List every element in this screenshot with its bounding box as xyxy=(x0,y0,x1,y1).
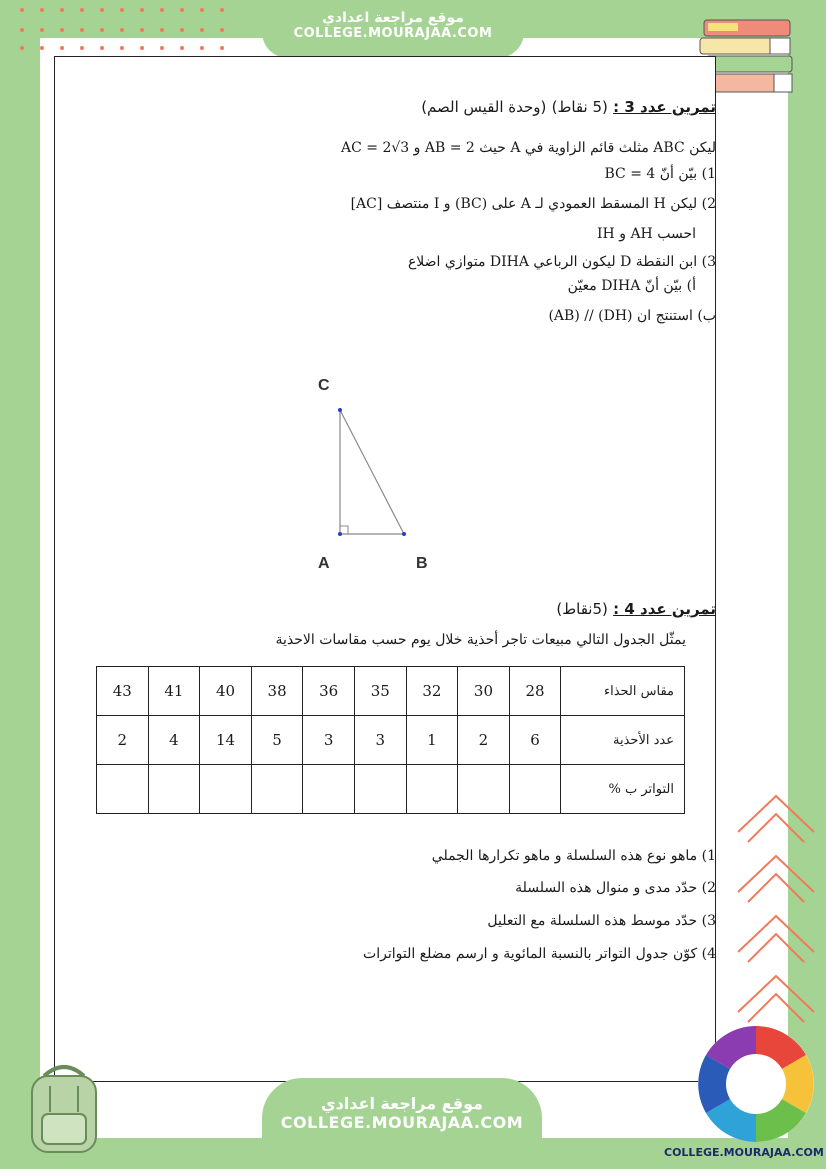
footer-site-url: COLLEGE.MOURAJAA.COM xyxy=(280,1113,524,1132)
exercise3-unit: (وحدة القيس الصم) xyxy=(421,98,547,116)
frequency-cell[interactable] xyxy=(97,765,149,814)
count-cell: 6 xyxy=(509,716,561,765)
size-cell: 38 xyxy=(251,667,303,716)
exercise3-line: أ) بيّن أنّ DIHA معيّن xyxy=(567,278,696,294)
decor-dots xyxy=(20,46,224,50)
size-cell: 28 xyxy=(509,667,561,716)
count-cell: 1 xyxy=(406,716,458,765)
frequency-cell[interactable] xyxy=(406,765,458,814)
count-cell: 2 xyxy=(458,716,510,765)
frequency-cell[interactable] xyxy=(458,765,510,814)
exercise4-question: 2) حدّد مدى و منوال هذه السلسلة xyxy=(515,880,716,896)
exercise4-title: تمرين عدد 4 : xyxy=(613,600,716,618)
frequency-cell[interactable] xyxy=(303,765,355,814)
label-b: B xyxy=(416,555,428,572)
decor-dots xyxy=(20,28,224,32)
label-a: A xyxy=(318,555,330,572)
count-cell: 3 xyxy=(303,716,355,765)
count-cell: 4 xyxy=(148,716,200,765)
frequency-cell[interactable] xyxy=(251,765,303,814)
exercise4-question: 4) كوّن جدول التواتر بالنسبة المائوية و ارسم مضلع التواترات xyxy=(363,946,716,962)
header-banner[interactable] xyxy=(262,6,524,58)
exercise3-points: (5 نقاط) xyxy=(551,98,608,116)
size-cell: 43 xyxy=(97,667,149,716)
size-cell: 41 xyxy=(148,667,200,716)
size-cell: 40 xyxy=(200,667,252,716)
exercise3-line: 3) ابن النقطة D ليكون الرباعي DIHA متوازي اضلاع xyxy=(407,254,716,270)
exercise4-points: (5نقاط) xyxy=(556,600,608,618)
footer-site-arabic: موقع مراجعة اعدادي xyxy=(320,1094,484,1113)
count-cell: 2 xyxy=(97,716,149,765)
footer-banner[interactable] xyxy=(262,1078,542,1156)
row-header-count: عدد الأحذية xyxy=(561,716,685,765)
frequency-cell[interactable] xyxy=(148,765,200,814)
exercise3-line: ب) استنتج ان (DH) // (AB) xyxy=(548,308,716,324)
count-cell: 3 xyxy=(354,716,406,765)
exercise3-heading xyxy=(421,98,716,116)
table-row xyxy=(97,716,685,765)
exercise4-question: 3) حدّد موسط هذه السلسلة مع التعليل xyxy=(487,913,716,929)
table-row xyxy=(97,765,685,814)
count-cell: 5 xyxy=(251,716,303,765)
header-site-arabic: موقع مراجعة اعدادي xyxy=(322,10,464,26)
label-c: C xyxy=(318,377,330,394)
point-c xyxy=(338,408,342,412)
size-cell: 35 xyxy=(354,667,406,716)
frequency-cell[interactable] xyxy=(354,765,406,814)
table-row xyxy=(97,667,685,716)
shoe-sales-table xyxy=(96,666,685,814)
exercise4-intro: يمثّل الجدول التالي مبيعات تاجر أحذية خلال يوم حسب مقاسات الاحذية xyxy=(275,632,686,648)
header-site-url: COLLEGE.MOURAJAA.COM xyxy=(293,26,493,41)
point-b xyxy=(402,532,406,536)
exercise3-line: احسب AH و IH xyxy=(597,226,696,242)
row-header-frequency: التواتر ب % xyxy=(561,765,685,814)
frequency-cell[interactable] xyxy=(200,765,252,814)
size-cell: 30 xyxy=(458,667,510,716)
count-cell: 14 xyxy=(200,716,252,765)
exercise3-title: تمرين عدد 3 : xyxy=(613,98,716,116)
exercise4-question: 1) ماهو نوع هذه السلسلة و ماهو تكرارها الجملي xyxy=(431,848,716,864)
triangle-figure xyxy=(300,370,460,580)
backpack-icon xyxy=(14,1056,114,1156)
exercise4-heading xyxy=(556,600,716,618)
exercise3-line: ليكن ABC مثلث قائم الزاوية في A حيث AB = 2 و AC = 2√3 xyxy=(340,140,716,156)
size-cell: 32 xyxy=(406,667,458,716)
frequency-cell[interactable] xyxy=(509,765,561,814)
exercise3-line: 1) بيّن أنّ BC = 4 xyxy=(604,166,716,182)
chevron-up-icon xyxy=(734,792,818,1032)
site-logo xyxy=(694,1022,818,1146)
decor-dots xyxy=(20,8,224,12)
exercise3-line: 2) ليكن H المسقط العمودي لـ A على (BC) و I منتصف [AC] xyxy=(350,196,716,212)
size-cell: 36 xyxy=(303,667,355,716)
row-header-size: مقاس الحذاء xyxy=(561,667,685,716)
logo-caption: COLLEGE.MOURAJAA.COM xyxy=(664,1146,824,1159)
side-bc xyxy=(340,410,404,534)
point-a xyxy=(338,532,342,536)
